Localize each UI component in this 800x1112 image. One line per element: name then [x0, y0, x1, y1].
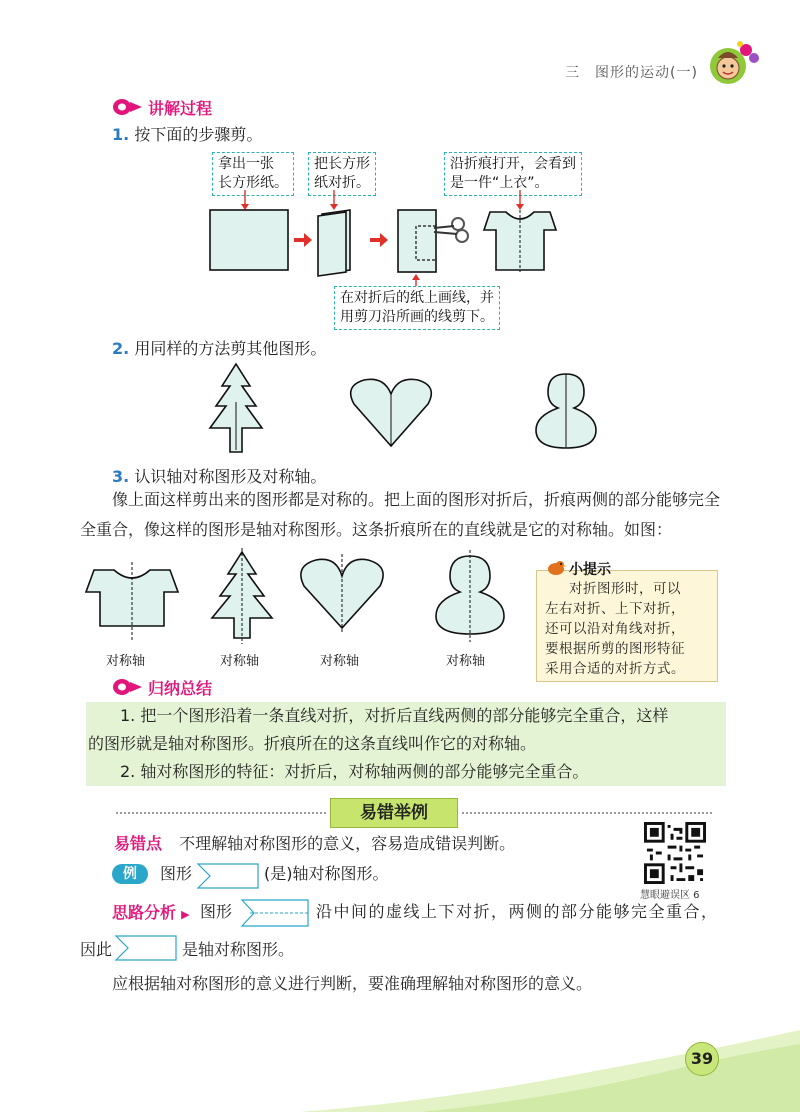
example-pre: 图形 — [160, 864, 193, 883]
qr-code[interactable] — [644, 822, 706, 884]
tip-line: 对折图形时，可以 — [569, 581, 681, 597]
section-title-explain: 讲解过程 — [148, 99, 213, 118]
scissors-icon — [434, 218, 468, 242]
summary-line2: 的图形就是轴对称图形。折痕所在的这条直线叫作它的对称轴。 — [88, 734, 537, 753]
example-post: (是)轴对称图形。 — [264, 864, 389, 883]
paragraph-line1: 像上面这样剪出来的图形都是对称的。把上面的图形对折后，折痕两侧的部分能够完全 — [112, 490, 721, 509]
folded-paper-with-line — [398, 210, 436, 272]
error-banner-title: 易错举例 — [360, 803, 428, 823]
tip-box — [536, 562, 718, 682]
arrow-right-icon — [370, 233, 388, 247]
axis-label: 对称轴 — [220, 654, 260, 669]
page-number: 39 — [685, 1042, 719, 1076]
callout-fold-paper: 把长方形 纸对折。 — [308, 152, 376, 196]
cutting-process-figure — [200, 190, 560, 290]
section-pencil-icon — [112, 98, 144, 116]
step3-text: 认识轴对称图形及对称轴。 — [134, 467, 327, 486]
analysis-line2-post: 是轴对称图形。 — [182, 940, 295, 959]
paper-rectangle — [210, 210, 288, 270]
tip-line: 采用合适的对折方式。 — [545, 661, 685, 677]
symmetry-axis-figure — [80, 548, 520, 648]
callout-take-paper: 拿出一张 长方形纸。 — [212, 152, 294, 196]
other-shapes-figure — [196, 362, 616, 454]
error-point-label: 易错点 — [114, 834, 163, 853]
arrow-shape-with-axis-figure — [240, 898, 310, 928]
mascot-illustration — [706, 36, 766, 92]
summary-line1: 1. 把一个图形沿着一条直线对折，对折后直线两侧的部分能够完全重合，这样 — [120, 706, 669, 725]
summary-box — [86, 702, 726, 786]
analysis-label: 思路分析 — [112, 903, 177, 922]
chapter-header: 三 图形的运动(一) — [565, 65, 698, 81]
section-pencil-icon — [112, 678, 144, 696]
divider — [462, 812, 712, 814]
analysis-line2-pre: 因此 — [80, 940, 113, 959]
error-banner — [330, 798, 458, 828]
step1-text: 按下面的步骤剪。 — [134, 125, 263, 144]
tip-line: 左右对折、上下对折， — [545, 601, 685, 617]
tip-line: 要根据所剪的图形特征 — [545, 641, 685, 657]
qr-caption: 慧眼避误区 6 — [640, 890, 700, 901]
callout-open-fold: 沿折痕打开，会看到 是一件“上衣”。 — [444, 152, 582, 196]
section-title-summary: 归纳总结 — [148, 679, 213, 698]
summary-line3: 2. 轴对称图形的特征：对折后，对称轴两侧的部分能够完全重合。 — [120, 762, 589, 781]
step3-number: 3. — [112, 467, 130, 486]
analysis-pre: 图形 — [200, 902, 233, 921]
step2-text: 用同样的方法剪其他图形。 — [134, 339, 327, 358]
tip-line: 还可以沿对角线对折， — [545, 621, 685, 637]
step1-number: 1. — [112, 125, 130, 144]
step2-number: 2. — [112, 339, 130, 358]
bird-icon — [545, 557, 567, 577]
arrow-shape-figure — [114, 934, 178, 962]
paragraph-line2: 全重合，像这样的图形是轴对称图形。这条折痕所在的直线就是它的对称轴。如图： — [80, 520, 673, 539]
axis-label: 对称轴 — [106, 654, 146, 669]
divider — [116, 812, 326, 814]
error-point-text: 不理解轴对称图形的意义，容易造成错误判断。 — [179, 834, 516, 853]
axis-label: 对称轴 — [446, 654, 486, 669]
triangle-right-icon: ▶ — [181, 908, 190, 921]
axis-label: 对称轴 — [320, 654, 360, 669]
conclusion-text: 应根据轴对称图形的意义进行判断，要准确理解轴对称图形的意义。 — [112, 974, 593, 993]
bottom-wave-decoration — [300, 1030, 800, 1112]
callout-draw-and-cut: 在对折后的纸上画线，并 用剪刀沿所画的线剪下。 — [334, 286, 500, 330]
tip-title: 小提示 — [569, 562, 611, 578]
example-badge: 例 — [112, 864, 148, 884]
analysis-post: 沿中间的虚线上下对折，两侧的部分能够完全重合， — [316, 902, 719, 921]
arrow-shape-figure — [196, 862, 260, 890]
arrow-right-icon — [294, 233, 312, 247]
